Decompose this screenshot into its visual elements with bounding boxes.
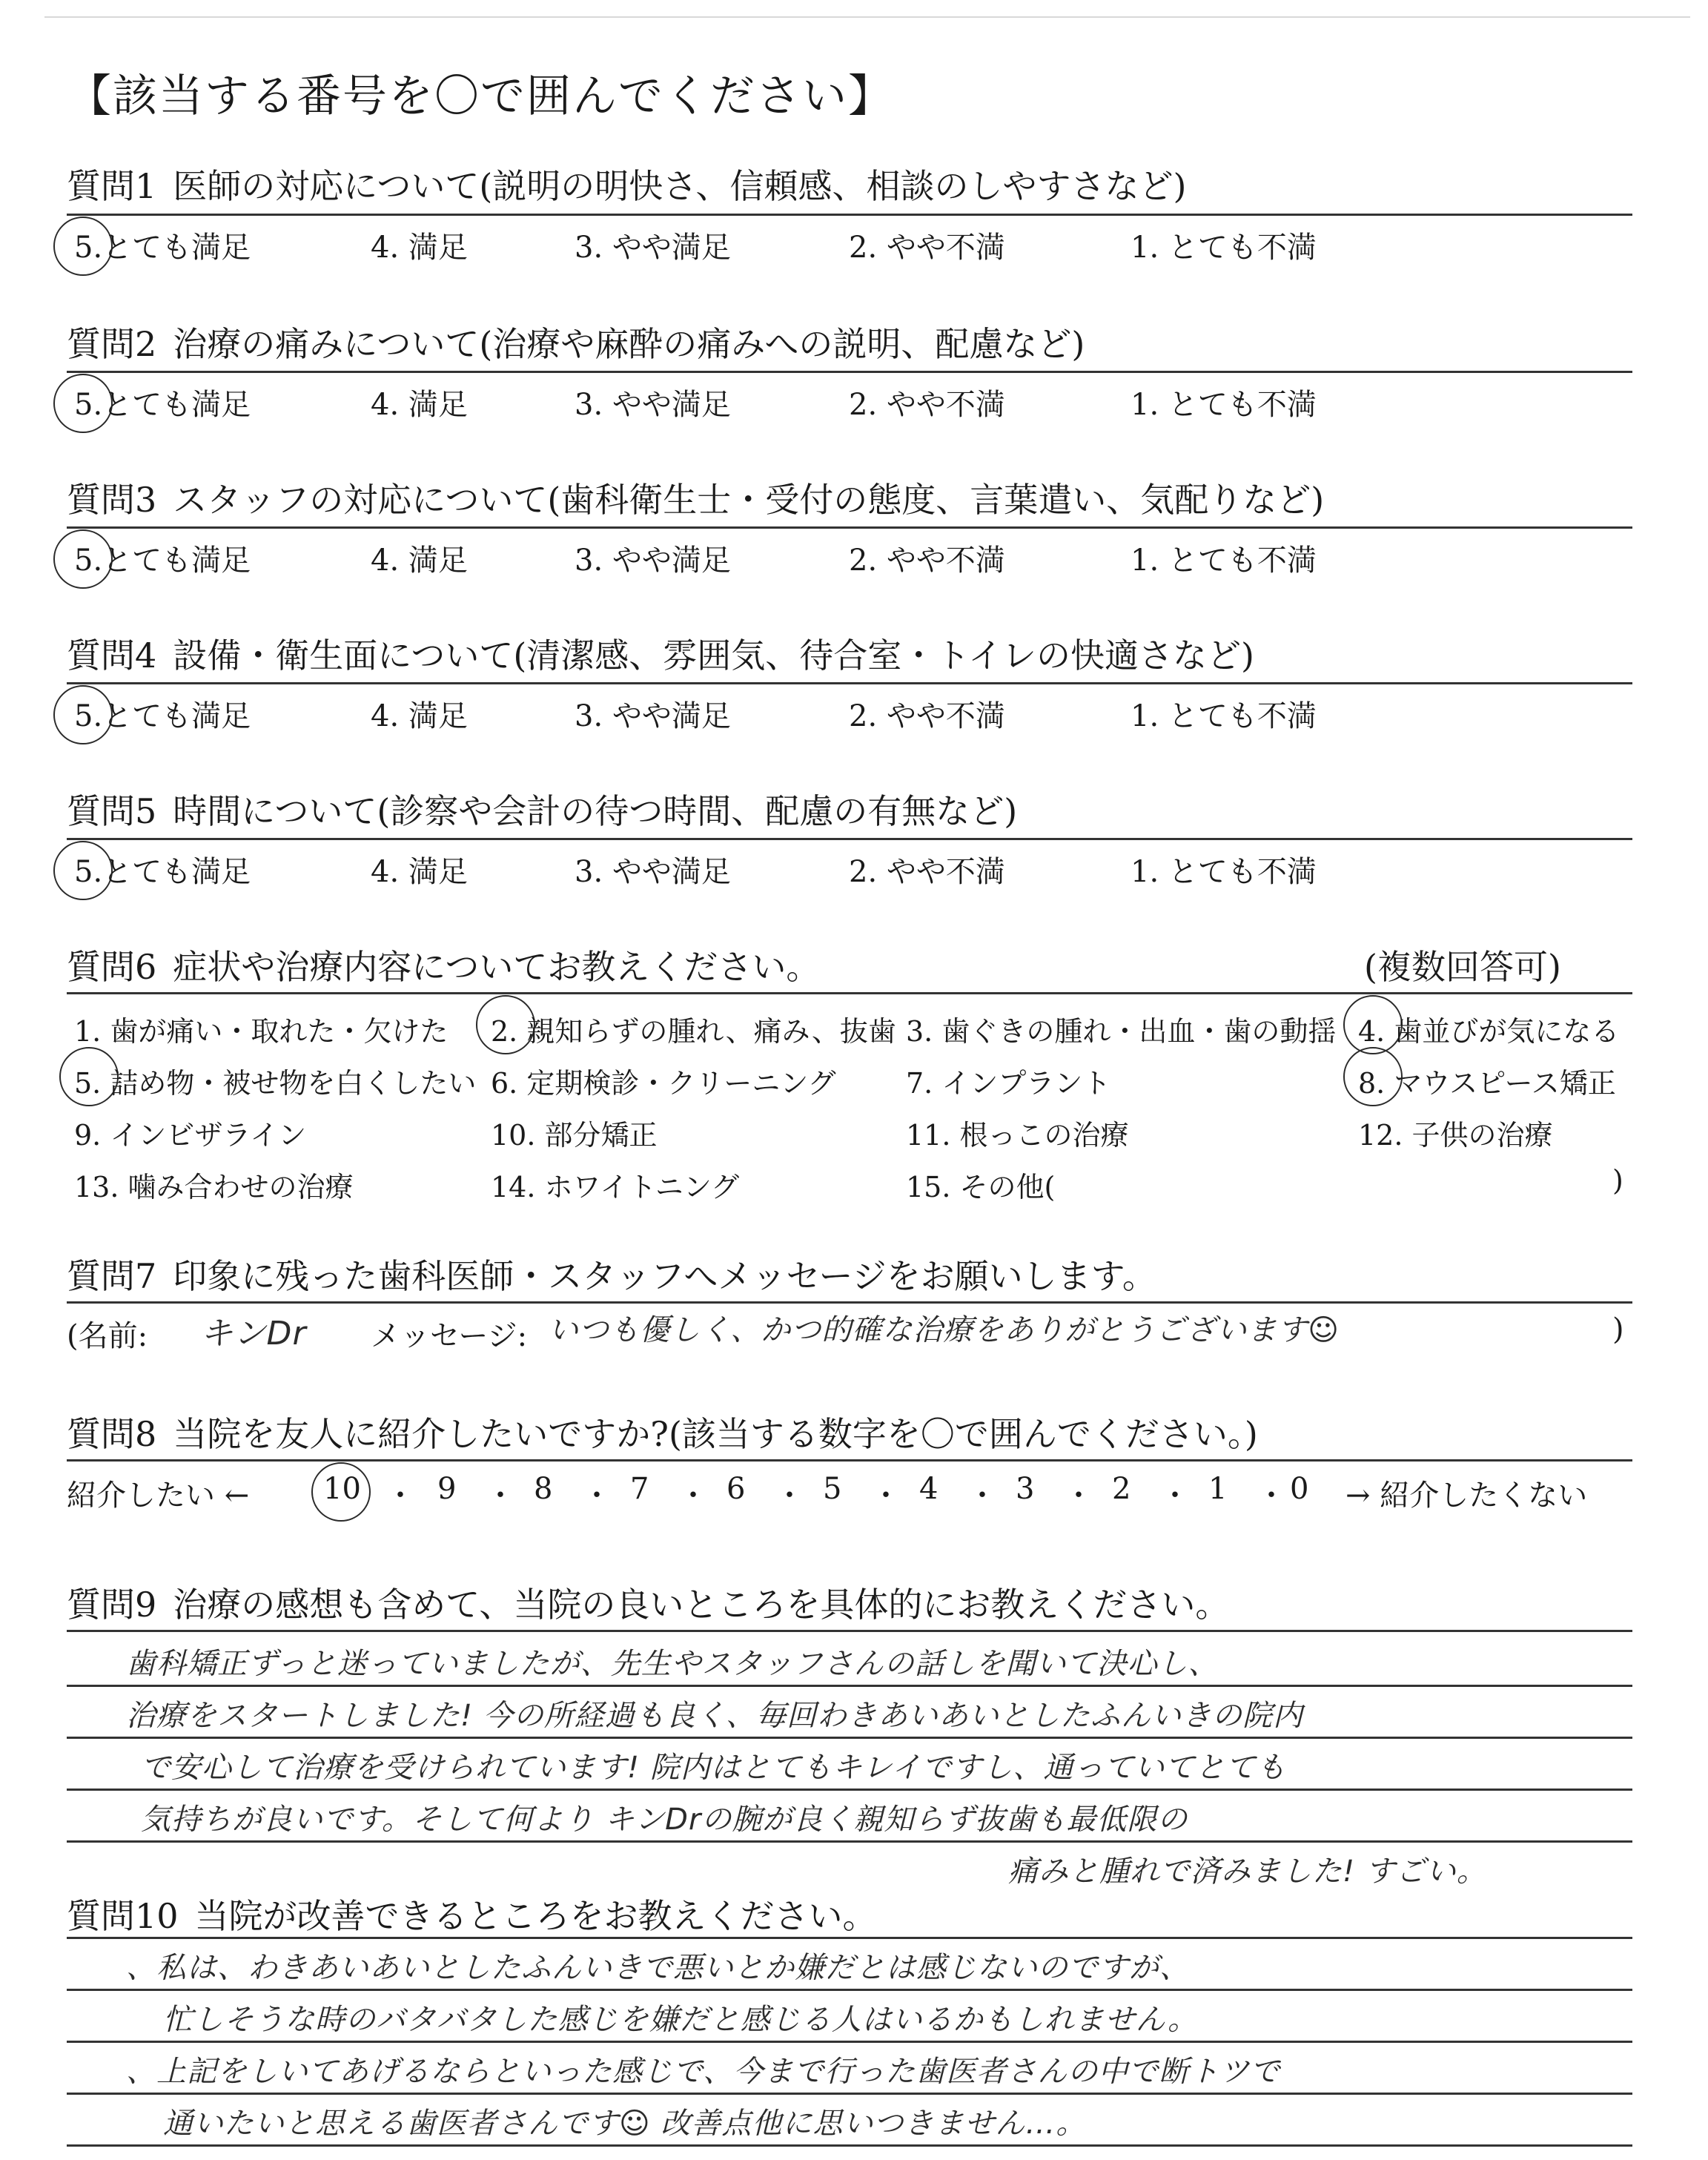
name-value[interactable]: キンDr xyxy=(200,1315,307,1353)
question-number: 質問4 xyxy=(67,635,157,676)
option-4[interactable]: 4. 満足 xyxy=(371,699,468,733)
symptom-item-14[interactable]: 14. ホワイトニング xyxy=(491,1171,740,1203)
question-1-heading xyxy=(67,159,1186,208)
option-4[interactable]: 4. 満足 xyxy=(371,231,468,265)
answer-line-5[interactable]: 痛みと腫れで済みました! すごい。 xyxy=(1008,1855,1487,1889)
rule xyxy=(67,526,1632,529)
option-2[interactable]: 2. やや不満 xyxy=(849,699,1005,733)
rule xyxy=(67,1789,1632,1791)
rule xyxy=(67,838,1632,840)
scale-3[interactable]: 3 xyxy=(1016,1472,1035,1506)
top-border xyxy=(44,16,1690,18)
rule xyxy=(67,371,1632,373)
symptom-item-3[interactable]: 3. 歯ぐきの腫れ・出血・歯の動揺 xyxy=(906,1015,1337,1048)
rule xyxy=(67,1737,1632,1739)
question-number: 質問2 xyxy=(67,324,157,364)
symptom-item-11[interactable]: 11. 根っこの治療 xyxy=(906,1119,1129,1152)
option-4[interactable]: 4. 満足 xyxy=(371,544,468,578)
answer-line-3[interactable]: で安心して治療を受けられています! 院内はとてもキレイですし、通っていてとても xyxy=(141,1751,1287,1785)
other-close-paren: ) xyxy=(1612,1164,1623,1197)
rule xyxy=(67,1989,1632,1991)
scale-right-label: → 紹介したくない xyxy=(1345,1479,1588,1513)
question-text: 時間について(診察や会計の待つ時間、配慮の有無など) xyxy=(173,791,1018,831)
answer-line-3[interactable]: 、上記をしいてあげるならといった感じで、今まで行った歯医者さんの中で断トツで xyxy=(126,2055,1281,2089)
question-4-heading xyxy=(67,629,1254,678)
answer-line-2[interactable]: 治療をスタートしました! 今の所経過も良く、毎回わきあいあいとしたふんいきの院内 xyxy=(126,1699,1303,1733)
option-1[interactable]: 1. とても不満 xyxy=(1131,699,1317,733)
question-text: 治療の感想も含めて、当院の良いところを具体的にお教えください。 xyxy=(173,1585,1230,1625)
question-text: 当院が改善できるところをお教えください。 xyxy=(194,1896,877,1936)
question-number: 質問3 xyxy=(67,480,157,520)
question-number: 質問5 xyxy=(67,791,157,831)
question-3-heading xyxy=(67,473,1324,522)
option-1[interactable]: 1. とても不満 xyxy=(1131,855,1317,889)
question-number: 質問10 xyxy=(67,1896,179,1936)
rule xyxy=(67,1630,1632,1632)
scale-dot: ・ xyxy=(385,1479,415,1513)
symptom-item-6[interactable]: 6. 定期検診・クリーニング xyxy=(491,1067,836,1100)
message-label: メッセージ: xyxy=(371,1319,528,1353)
symptom-item-12[interactable]: 12. 子供の治療 xyxy=(1358,1119,1553,1152)
multiple-answer-note: (複数回答可) xyxy=(1364,947,1561,987)
scale-left-label: 紹介したい ← xyxy=(67,1479,250,1513)
message-close-paren: ) xyxy=(1612,1312,1624,1347)
scale-2[interactable]: 2 xyxy=(1112,1472,1131,1506)
option-5[interactable]: 5.とても満足 xyxy=(74,699,251,733)
scale-6[interactable]: 6 xyxy=(726,1472,746,1506)
scale-dot: ・ xyxy=(967,1479,997,1513)
option-3[interactable]: 3. やや満足 xyxy=(575,855,731,889)
scale-dot: ・ xyxy=(775,1479,804,1513)
question-10-heading xyxy=(67,1889,877,1938)
option-1[interactable]: 1. とても不満 xyxy=(1131,544,1317,578)
question-text: 医師の対応について(説明の明快さ、信頼感、相談のしやすさなど) xyxy=(173,166,1187,206)
option-4[interactable]: 4. 満足 xyxy=(371,855,468,889)
rule xyxy=(67,2093,1632,2095)
scale-0[interactable]: 0 xyxy=(1290,1472,1309,1506)
question-5-heading xyxy=(67,785,1017,833)
rule xyxy=(67,1301,1632,1304)
scale-10[interactable]: 10 xyxy=(323,1472,361,1506)
answer-line-4[interactable]: 気持ちが良いです。そして何より キンDrの腕が良く親知らず抜歯も最低限の xyxy=(141,1803,1188,1837)
rule xyxy=(67,1840,1632,1843)
rule xyxy=(67,2144,1632,2147)
answer-line-2[interactable]: 忙しそうな時のバタバタした感じを嫌だと感じる人はいるかもしれません。 xyxy=(163,2003,1198,2037)
scale-8[interactable]: 8 xyxy=(534,1472,553,1506)
option-2[interactable]: 2. やや不満 xyxy=(849,388,1005,422)
question-6-heading xyxy=(67,940,820,989)
symptom-item-8[interactable]: 8. マウスピース矯正 xyxy=(1358,1067,1616,1100)
scale-dot: ・ xyxy=(1160,1479,1190,1513)
rule xyxy=(67,682,1632,684)
question-number: 質問7 xyxy=(67,1256,157,1296)
question-number: 質問6 xyxy=(67,947,157,987)
option-5[interactable]: 5.とても満足 xyxy=(74,388,251,422)
scale-1[interactable]: 1 xyxy=(1208,1472,1228,1506)
symptom-item-4[interactable]: 4. 歯並びが気になる xyxy=(1358,1015,1620,1048)
option-4[interactable]: 4. 満足 xyxy=(371,388,468,422)
rule xyxy=(67,2041,1632,2043)
answer-line-1[interactable]: 歯科矯正ずっと迷っていましたが、先生やスタッフさんの話しを聞いて決心し、 xyxy=(126,1647,1219,1681)
scale-7[interactable]: 7 xyxy=(630,1472,649,1506)
option-5[interactable]: 5.とても満足 xyxy=(74,231,251,265)
question-text: 当院を友人に紹介したいですか?(該当する数字を〇で囲んでください。) xyxy=(173,1414,1258,1454)
symptom-item-15[interactable]: 15. その他( xyxy=(906,1171,1056,1203)
question-text: スタッフの対応について(歯科衛生士・受付の態度、言葉遣い、気配りなど) xyxy=(173,480,1325,520)
question-text: 印象に残った歯科医師・スタッフへメッセージをお願いします。 xyxy=(173,1256,1156,1296)
symptom-item-7[interactable]: 7. インプラント xyxy=(906,1067,1111,1100)
question-text: 治療の痛みについて(治療や麻酔の痛みへの説明、配慮など) xyxy=(173,324,1085,364)
question-number: 質問8 xyxy=(67,1414,157,1454)
option-3[interactable]: 3. やや満足 xyxy=(575,544,731,578)
scale-dot: ・ xyxy=(1064,1479,1093,1513)
option-1[interactable]: 1. とても不満 xyxy=(1131,388,1317,422)
scale-dot: ・ xyxy=(1257,1479,1286,1513)
option-2[interactable]: 2. やや不満 xyxy=(849,544,1005,578)
option-2[interactable]: 2. やや不満 xyxy=(849,231,1005,265)
question-text: 設備・衛生面について(清潔感、雰囲気、待合室・トイレの快適さなど) xyxy=(173,635,1254,676)
question-2-heading xyxy=(67,317,1085,366)
option-5[interactable]: 5.とても満足 xyxy=(74,855,251,889)
option-1[interactable]: 1. とても不満 xyxy=(1131,231,1317,265)
message-value[interactable]: いつも優しく、かつ的確な治療をありがとうございます☺ xyxy=(549,1313,1340,1347)
question-number: 質問9 xyxy=(67,1585,157,1625)
question-8-heading xyxy=(67,1407,1258,1456)
question-text: 症状や治療内容についてお教えください。 xyxy=(173,947,821,987)
question-7-heading xyxy=(67,1249,1156,1298)
option-3[interactable]: 3. やや満足 xyxy=(575,231,731,265)
scale-dot: ・ xyxy=(871,1479,901,1513)
symptom-item-2[interactable]: 2. 親知らずの腫れ、痛み、抜歯 xyxy=(491,1015,896,1048)
answer-line-4[interactable]: 通いたいと思える歯医者さんです☺ 改善点他に思いつきません…。 xyxy=(163,2107,1087,2141)
question-number: 質問1 xyxy=(67,166,157,206)
rule xyxy=(67,1685,1632,1687)
name-label: (名前: xyxy=(67,1319,148,1353)
option-3[interactable]: 3. やや満足 xyxy=(575,699,731,733)
option-2[interactable]: 2. やや不満 xyxy=(849,855,1005,889)
scale-dot: ・ xyxy=(678,1479,708,1513)
scale-5[interactable]: 5 xyxy=(823,1472,842,1506)
answer-line-1[interactable]: 、私は、わきあいあいとしたふんいきで悪いとか嫌だとは感じないのですが、 xyxy=(126,1951,1190,1985)
scale-4[interactable]: 4 xyxy=(919,1472,939,1506)
page-title: 【該当する番号を〇で囲んでください】 xyxy=(67,70,894,122)
option-5[interactable]: 5.とても満足 xyxy=(74,544,251,578)
scale-dot: ・ xyxy=(582,1479,612,1513)
symptom-item-13[interactable]: 13. 噛み合わせの治療 xyxy=(74,1171,354,1203)
scale-9[interactable]: 9 xyxy=(437,1472,457,1506)
scale-dot: ・ xyxy=(486,1479,515,1513)
symptom-item-10[interactable]: 10. 部分矯正 xyxy=(491,1119,658,1152)
rule xyxy=(67,992,1632,994)
option-3[interactable]: 3. やや満足 xyxy=(575,388,731,422)
rule xyxy=(67,214,1632,216)
rule xyxy=(67,1459,1632,1462)
symptom-item-9[interactable]: 9. インビザライン xyxy=(74,1119,307,1152)
symptom-item-1[interactable]: 1. 歯が痛い・取れた・欠けた xyxy=(74,1015,448,1048)
rule xyxy=(67,1937,1632,1939)
question-9-heading xyxy=(67,1578,1229,1627)
symptom-item-5[interactable]: 5. 詰め物・被せ物を白くしたい xyxy=(74,1067,477,1100)
